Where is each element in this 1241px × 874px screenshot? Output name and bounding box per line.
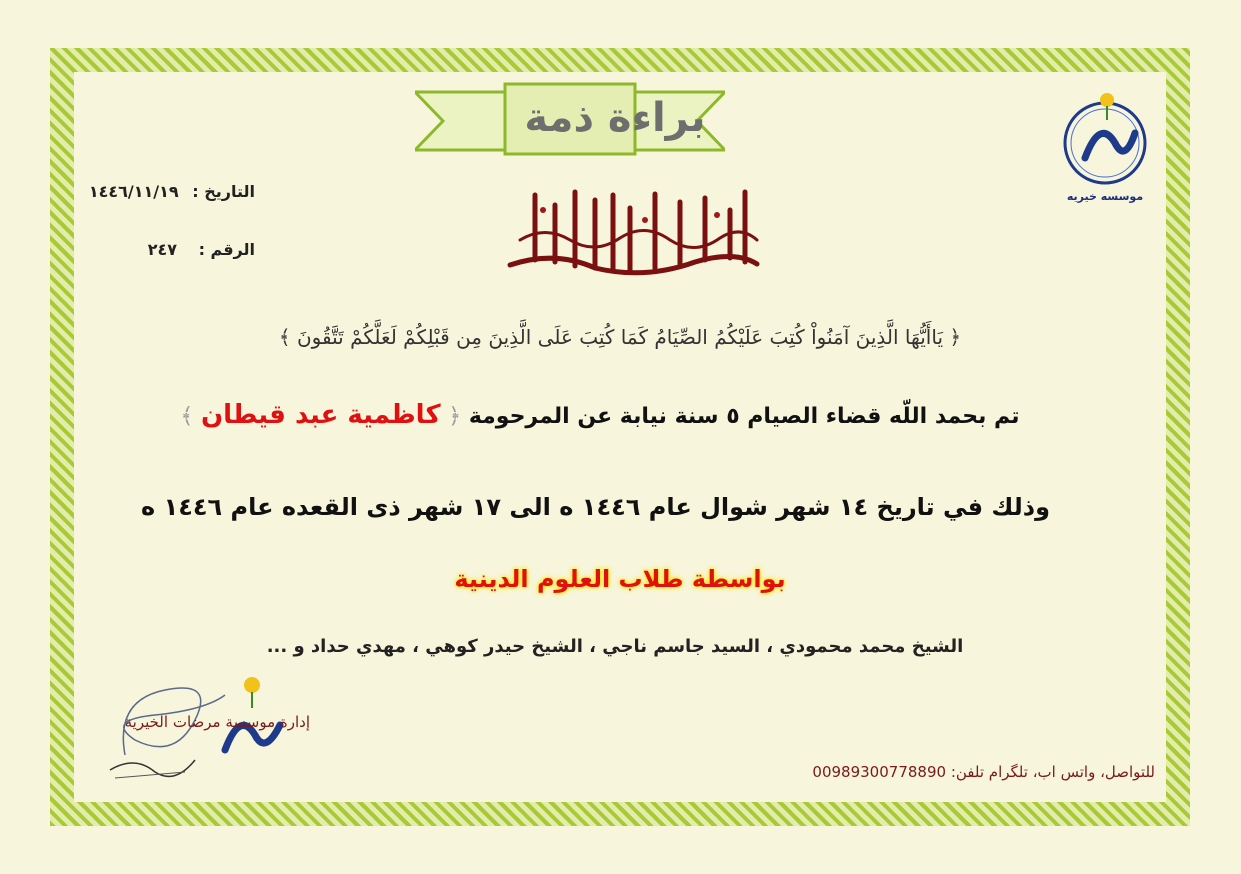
page-title: براءة ذمة xyxy=(524,95,706,141)
date-label: التاريخ : xyxy=(192,182,255,201)
contact-info xyxy=(770,763,1155,781)
contact-label: للتواصل، واتس اب، تلگرام تلفن: xyxy=(950,763,1155,781)
date-range-statement: وذلك في تاريخ ١٤ شهر شوال عام ١٤٤٦ ه الى ١٧ شهر ذى القعده عام ١٤٤٦ ه xyxy=(141,493,1050,521)
charity-logo xyxy=(1055,88,1155,198)
close-bracket: ﴾ xyxy=(180,404,194,429)
date-row xyxy=(80,182,255,201)
completion-statement xyxy=(150,400,1050,430)
quran-verse: ﴿ يَاأَيُّهَا الَّذِينَ آمَنُواْ كُتِبَ عَلَيْكُمُ الصِّيَامُ كَمَا كُتِبَ عَلَى الَّذِينَ مِن قَبْلِكُمْ لَعَلَّكُمْ تَتَّقُونَ ﴾ xyxy=(278,325,962,349)
statement-prefix: تم بحمد اللّه قضاء الصيام ٥ سنة نيابة عن المرحومة xyxy=(468,404,1020,429)
open-bracket: ﴿ xyxy=(448,404,462,429)
administration-label: إدارة موسسة مرضات الخيرية xyxy=(124,713,310,731)
number-label: الرقم : xyxy=(198,240,255,259)
number-row xyxy=(80,240,255,259)
logo-caption: موسسه خیریه xyxy=(1066,190,1144,203)
performed-by-heading: بواسطة طلاب العلوم الدينية xyxy=(454,565,786,593)
phone-number: 00989300778890 xyxy=(812,763,947,781)
number-value: ٢٤٧ xyxy=(147,240,177,259)
deceased-name: كاظمية عبد قيطان xyxy=(200,400,441,430)
performers-list: الشيخ محمد محمودي ، السيد جاسم ناجي ، الشيخ حيدر كوهي ، مهدي حداد و ... xyxy=(266,636,964,657)
date-value: ١٤٤٦/١١/١٩ xyxy=(88,182,179,201)
basmala-calligraphy xyxy=(495,180,765,285)
